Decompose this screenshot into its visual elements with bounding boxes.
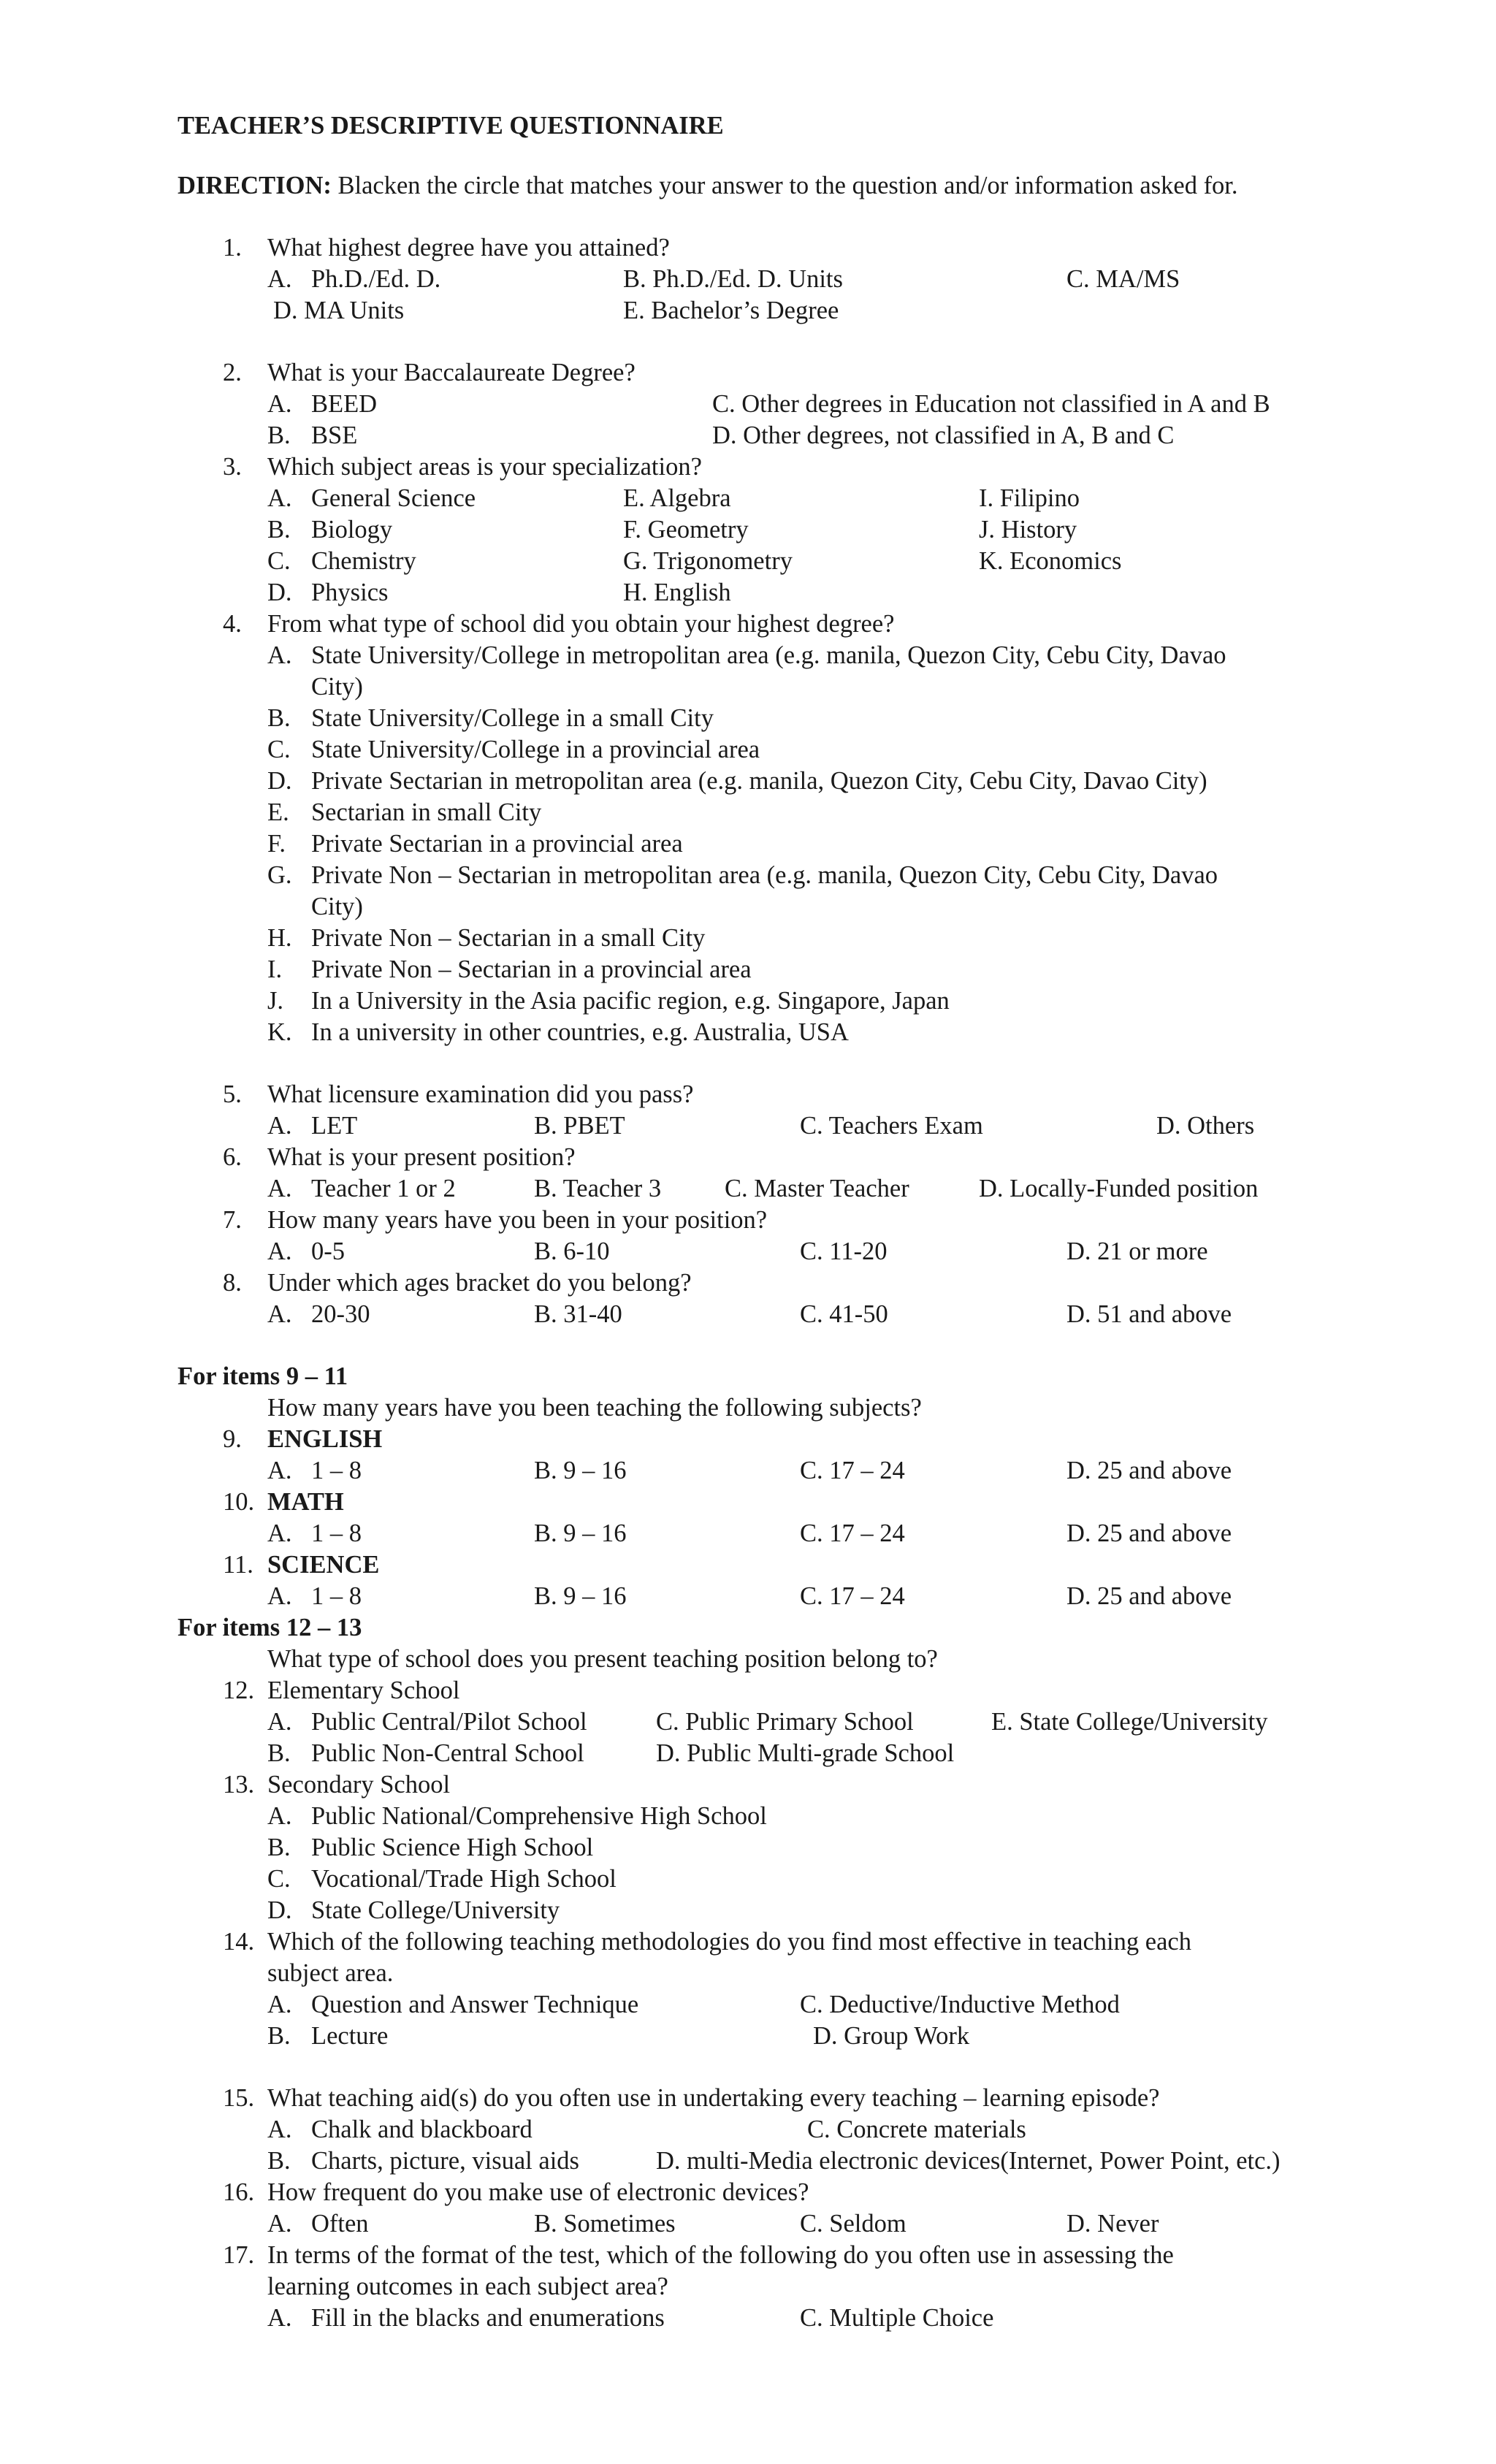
q1-option-d[interactable]: D. MA Units [273,297,405,324]
q3-option-b[interactable]: Biology [311,516,393,543]
q15-option-d[interactable]: D. multi-Media electronic devices(Internet, Power Point, etc.) [656,2147,1281,2175]
question-number: 1. [223,234,242,262]
q4-option-h[interactable]: Private Non – Sectarian in a small City [311,924,706,952]
q13-option-b[interactable]: Public Science High School [311,1834,594,1861]
option-letter: G. [267,861,292,889]
q3-options-row-1 [0,482,1496,514]
option-letter: A. [267,484,292,512]
q4-option-a[interactable]: State University/College in metropolitan area (e.g. manila, Quezon City, Cebu City, Davao [311,641,1226,669]
option-letter: B. [267,2147,291,2175]
option-letter: I. [267,956,283,983]
q8-option-c[interactable]: C. 41-50 [800,1300,888,1328]
q2-options-row-2 [0,419,1496,451]
option-letter: F. [267,830,286,858]
option-letter: A. [267,1237,292,1265]
subject-label: MATH [267,1488,344,1516]
q4-option-f-line [0,828,1496,860]
question-2 [0,356,1496,389]
q13-option-d-line [0,1894,1496,1926]
q5-option-c[interactable]: C. Teachers Exam [800,1112,983,1140]
q16-options [0,2208,1496,2240]
q2-options-row-1 [0,388,1496,420]
q4-option-a-line [0,639,1496,671]
q13-option-c[interactable]: Vocational/Trade High School [311,1865,617,1893]
q4-option-i-line [0,953,1496,985]
q4-option-b[interactable]: State University/College in a small City [311,704,714,732]
q3-option-k[interactable]: K. Economics [979,547,1122,575]
section-question-text: How many years have you been teaching the following subjects? [267,1394,922,1422]
subject-label: SCIENCE [267,1551,380,1579]
question-number: 4. [223,610,242,638]
question-text: Under which ages bracket do you belong? [267,1269,692,1297]
q2-option-b[interactable]: BSE [311,422,358,449]
q10-option-a[interactable]: 1 – 8 [311,1519,362,1547]
option-letter: A. [267,390,292,418]
q3-option-d[interactable]: Physics [311,579,389,606]
question-3 [0,451,1496,483]
q4-option-a-cont-line [0,671,1496,703]
q13-option-d[interactable]: State College/University [311,1896,560,1924]
section-12-13-question [0,1643,1496,1675]
q14-option-d[interactable]: D. Group Work [813,2022,970,2050]
q8-option-a[interactable]: 20-30 [311,1300,370,1328]
question-text: From what type of school did you obtain your highest degree? [267,610,895,638]
question-text: What licensure examination did you pass? [267,1080,694,1108]
q4-option-j-line [0,985,1496,1017]
q9-options [0,1454,1496,1487]
q9-option-c[interactable]: C. 17 – 24 [800,1457,905,1484]
q3-option-a[interactable]: General Science [311,484,476,512]
direction-text: Blacken the circle that matches your answer to the question and/or information asked for. [331,172,1238,199]
q6-option-c[interactable]: C. Master Teacher [725,1175,909,1202]
q4-option-g-continued: City) [311,893,363,920]
question-17 [0,2239,1496,2271]
option-letter: A. [267,1519,292,1547]
option-letter: H. [267,924,292,952]
question-text-continued: subject area. [267,1959,394,1987]
q4-option-d-line [0,765,1496,797]
question-14-cont [0,1957,1496,1989]
q3-options-row-4 [0,576,1496,609]
q8-option-b[interactable]: B. 31-40 [534,1300,622,1328]
q8-options [0,1298,1496,1330]
option-letter: B. [267,1834,291,1861]
title-line [0,110,1496,142]
option-letter: B. [267,1739,291,1767]
q10-option-d[interactable]: D. 25 and above [1066,1519,1232,1547]
q10-option-b[interactable]: B. 9 – 16 [534,1519,627,1547]
q2-option-d[interactable]: D. Other degrees, not classified in A, B and C [712,422,1175,449]
question-text: What teaching aid(s) do you often use in undertaking every teaching – learning episode? [267,2084,1160,2112]
question-number: 5. [223,1080,242,1108]
option-letter: B. [267,2022,291,2050]
question-text-continued: learning outcomes in each subject area? [267,2273,668,2300]
q10-option-c[interactable]: C. 17 – 24 [800,1519,905,1547]
q5-option-b[interactable]: B. PBET [534,1112,625,1140]
option-letter: A. [267,1112,292,1140]
q14-option-b[interactable]: Lecture [311,2022,389,2050]
q9-option-d[interactable]: D. 25 and above [1066,1457,1232,1484]
q12-options-row-2 [0,1737,1496,1769]
question-number: 10. [223,1488,255,1516]
question-number: 11. [223,1551,253,1579]
question-number: 13. [223,1771,255,1799]
q7-option-c[interactable]: C. 11-20 [800,1237,888,1265]
question-number: 8. [223,1269,242,1297]
question-10 [0,1486,1496,1518]
q3-option-h[interactable]: H. English [623,579,731,606]
direction [178,169,1238,202]
q12-option-a[interactable]: Public Central/Pilot School [311,1708,587,1736]
q3-option-e[interactable]: E. Algebra [623,484,731,512]
q10-options [0,1517,1496,1549]
option-letter: A. [267,2210,292,2238]
option-letter: A. [267,1708,292,1736]
q4-option-h-line [0,922,1496,954]
q13-option-b-line [0,1831,1496,1864]
q13-option-c-line [0,1863,1496,1895]
question-number: 17. [223,2241,255,2269]
option-letter: E. [267,798,289,826]
option-letter: B. [267,516,291,543]
q1-option-c[interactable]: C. MA/MS [1066,265,1180,293]
q3-options-row-2 [0,514,1496,546]
q5-options [0,1110,1496,1142]
question-text: What is your present position? [267,1143,576,1171]
q4-option-b-line [0,702,1496,734]
question-number: 15. [223,2084,255,2112]
q4-option-j[interactable]: In a University in the Asia pacific region, e.g. Singapore, Japan [311,987,950,1015]
q17-options [0,2302,1496,2334]
option-letter: B. [267,704,291,732]
question-12 [0,1674,1496,1706]
q4-option-i[interactable]: Private Non – Sectarian in a provincial area [311,956,752,983]
q2-option-a[interactable]: BEED [311,390,378,418]
section-heading-9-11 [0,1360,1496,1392]
q15-options-row-1 [0,2113,1496,2145]
option-letter: B. [267,422,291,449]
option-letter: A. [267,1175,292,1202]
q1-options-row-2 [0,294,1496,327]
option-letter: A. [267,641,292,669]
q12-option-b[interactable]: Public Non-Central School [311,1739,584,1767]
option-letter: D. [267,1896,292,1924]
q16-option-b[interactable]: B. Sometimes [534,2210,676,2238]
q3-options-row-3 [0,545,1496,577]
q12-options-row-1 [0,1706,1496,1738]
q4-option-g-line [0,859,1496,891]
option-letter: A. [267,1457,292,1484]
q4-option-c[interactable]: State University/College in a provincial area [311,736,760,763]
q4-option-d[interactable]: Private Sectarian in metropolitan area (e.g. manila, Quezon City, Cebu City, Davao City) [311,767,1207,795]
q4-option-c-line [0,733,1496,766]
question-number: 16. [223,2178,255,2206]
q3-option-j[interactable]: J. History [979,516,1077,543]
question-1 [0,232,1496,264]
q16-option-d[interactable]: D. Never [1066,2210,1159,2238]
question-number: 3. [223,453,242,481]
q3-option-f[interactable]: F. Geometry [623,516,749,543]
section-heading: For items 12 – 13 [178,1614,362,1641]
question-4 [0,608,1496,640]
q12-option-c[interactable]: C. Public Primary School [656,1708,914,1736]
q1-options-row-1 [0,263,1496,295]
q15-option-a[interactable]: Chalk and blackboard [311,2116,533,2143]
q1-option-b[interactable]: B. Ph.D./Ed. D. Units [623,265,843,293]
section-heading: For items 9 – 11 [178,1362,348,1390]
q7-option-b[interactable]: B. 6-10 [534,1237,610,1265]
question-text: In terms of the format of the test, which of the following do you often use in assessing the [267,2241,1174,2269]
question-text: Secondary School [267,1771,451,1799]
q3-option-g[interactable]: G. Trigonometry [623,547,793,575]
question-5 [0,1078,1496,1110]
q3-option-i[interactable]: I. Filipino [979,484,1080,512]
section-9-11-question [0,1392,1496,1424]
question-text: How many years have you been in your position? [267,1206,768,1234]
q1-option-e[interactable]: E. Bachelor’s Degree [623,297,839,324]
q9-option-b[interactable]: B. 9 – 16 [534,1457,627,1484]
q12-option-e[interactable]: E. State College/University [991,1708,1268,1736]
question-8 [0,1267,1496,1299]
q15-option-c[interactable]: C. Concrete materials [807,2116,1026,2143]
q9-option-a[interactable]: 1 – 8 [311,1457,362,1484]
q16-option-a[interactable]: Often [311,2210,369,2238]
q6-option-d[interactable]: D. Locally-Funded position [979,1175,1259,1202]
q2-option-c[interactable]: C. Other degrees in Education not classified in A and B [712,390,1270,418]
option-letter: A. [267,1802,292,1830]
option-letter: C. [267,547,291,575]
question-text: Elementary School [267,1677,460,1704]
q3-option-c[interactable]: Chemistry [311,547,416,575]
q6-options [0,1172,1496,1205]
question-14 [0,1926,1496,1958]
question-number: 6. [223,1143,242,1171]
q6-option-b[interactable]: B. Teacher 3 [534,1175,662,1202]
option-letter: A. [267,2116,292,2143]
option-letter: D. [267,579,292,606]
q13-option-a[interactable]: Public National/Comprehensive High School [311,1802,767,1830]
q4-option-g-cont-line [0,890,1496,923]
q5-option-d[interactable]: D. Others [1156,1112,1255,1140]
q14-options-row-2 [0,2020,1496,2052]
q14-option-c[interactable]: C. Deductive/Inductive Method [800,1991,1120,2018]
q16-option-c[interactable]: C. Seldom [800,2210,907,2238]
question-text: What is your Baccalaureate Degree? [267,359,636,386]
question-16 [0,2176,1496,2208]
section-heading-12-13 [0,1611,1496,1644]
question-number: 9. [223,1425,242,1453]
question-number: 14. [223,1928,255,1956]
question-text: How frequent do you make use of electronic devices? [267,2178,809,2206]
option-letter: K. [267,1018,292,1046]
q4-option-e-line [0,796,1496,828]
question-13 [0,1769,1496,1801]
question-number: 2. [223,359,242,386]
question-7 [0,1204,1496,1236]
option-letter: A. [267,2304,292,2332]
direction-label: DIRECTION: [178,172,332,199]
page-title: TEACHER’S DESCRIPTIVE QUESTIONNAIRE [178,112,724,140]
subject-label: ENGLISH [267,1425,383,1453]
option-letter: A. [267,1300,292,1328]
q4-option-f[interactable]: Private Sectarian in a provincial area [311,830,683,858]
q15-option-b[interactable]: Charts, picture, visual aids [311,2147,579,2175]
q11-option-d[interactable]: D. 25 and above [1066,1582,1232,1610]
q4-option-k-line [0,1016,1496,1048]
section-question-text: What type of school does you present teaching position belong to? [267,1645,938,1673]
q11-option-a[interactable]: 1 – 8 [311,1582,362,1610]
question-number: 7. [223,1206,242,1234]
q7-option-a[interactable]: 0-5 [311,1237,345,1265]
question-9 [0,1423,1496,1455]
q1-option-a[interactable]: Ph.D./Ed. D. [311,265,441,293]
q4-option-k[interactable]: In a university in other countries, e.g. Australia, USA [311,1018,849,1046]
question-text: Which subject areas is your specialization? [267,453,702,481]
question-17-cont [0,2270,1496,2303]
q7-options [0,1235,1496,1267]
question-15 [0,2082,1496,2114]
q11-option-c[interactable]: C. 17 – 24 [800,1582,905,1610]
q4-option-e[interactable]: Sectarian in small City [311,798,542,826]
q17-option-a[interactable]: Fill in the blacks and enumerations [311,2304,665,2332]
option-letter: D. [267,767,292,795]
q12-option-d[interactable]: D. Public Multi-grade School [656,1739,955,1767]
option-letter: A. [267,1991,292,2018]
q11-options [0,1580,1496,1612]
q15-options-row-2 [0,2145,1496,2177]
q13-option-a-line [0,1800,1496,1832]
q8-option-d[interactable]: D. 51 and above [1066,1300,1232,1328]
q11-option-b[interactable]: B. 9 – 16 [534,1582,627,1610]
q6-option-a[interactable]: Teacher 1 or 2 [311,1175,456,1202]
question-number: 12. [223,1677,255,1704]
q17-option-c[interactable]: C. Multiple Choice [800,2304,994,2332]
q5-option-a[interactable]: LET [311,1112,358,1140]
question-6 [0,1141,1496,1173]
q4-option-a-continued: City) [311,673,363,701]
question-11 [0,1549,1496,1581]
question-text: Which of the following teaching methodologies do you find most effective in teaching each [267,1928,1191,1956]
q4-option-g[interactable]: Private Non – Sectarian in metropolitan area (e.g. manila, Quezon City, Cebu City, Davao [311,861,1218,889]
direction-line [0,169,1496,202]
option-letter: A. [267,1582,292,1610]
option-letter: A. [267,265,292,293]
option-letter: C. [267,1865,291,1893]
option-letter: J. [267,987,284,1015]
question-text: What highest degree have you attained? [267,234,670,262]
q14-option-a[interactable]: Question and Answer Technique [311,1991,639,2018]
q7-option-d[interactable]: D. 21 or more [1066,1237,1208,1265]
option-letter: C. [267,736,291,763]
q14-options-row-1 [0,1988,1496,2021]
